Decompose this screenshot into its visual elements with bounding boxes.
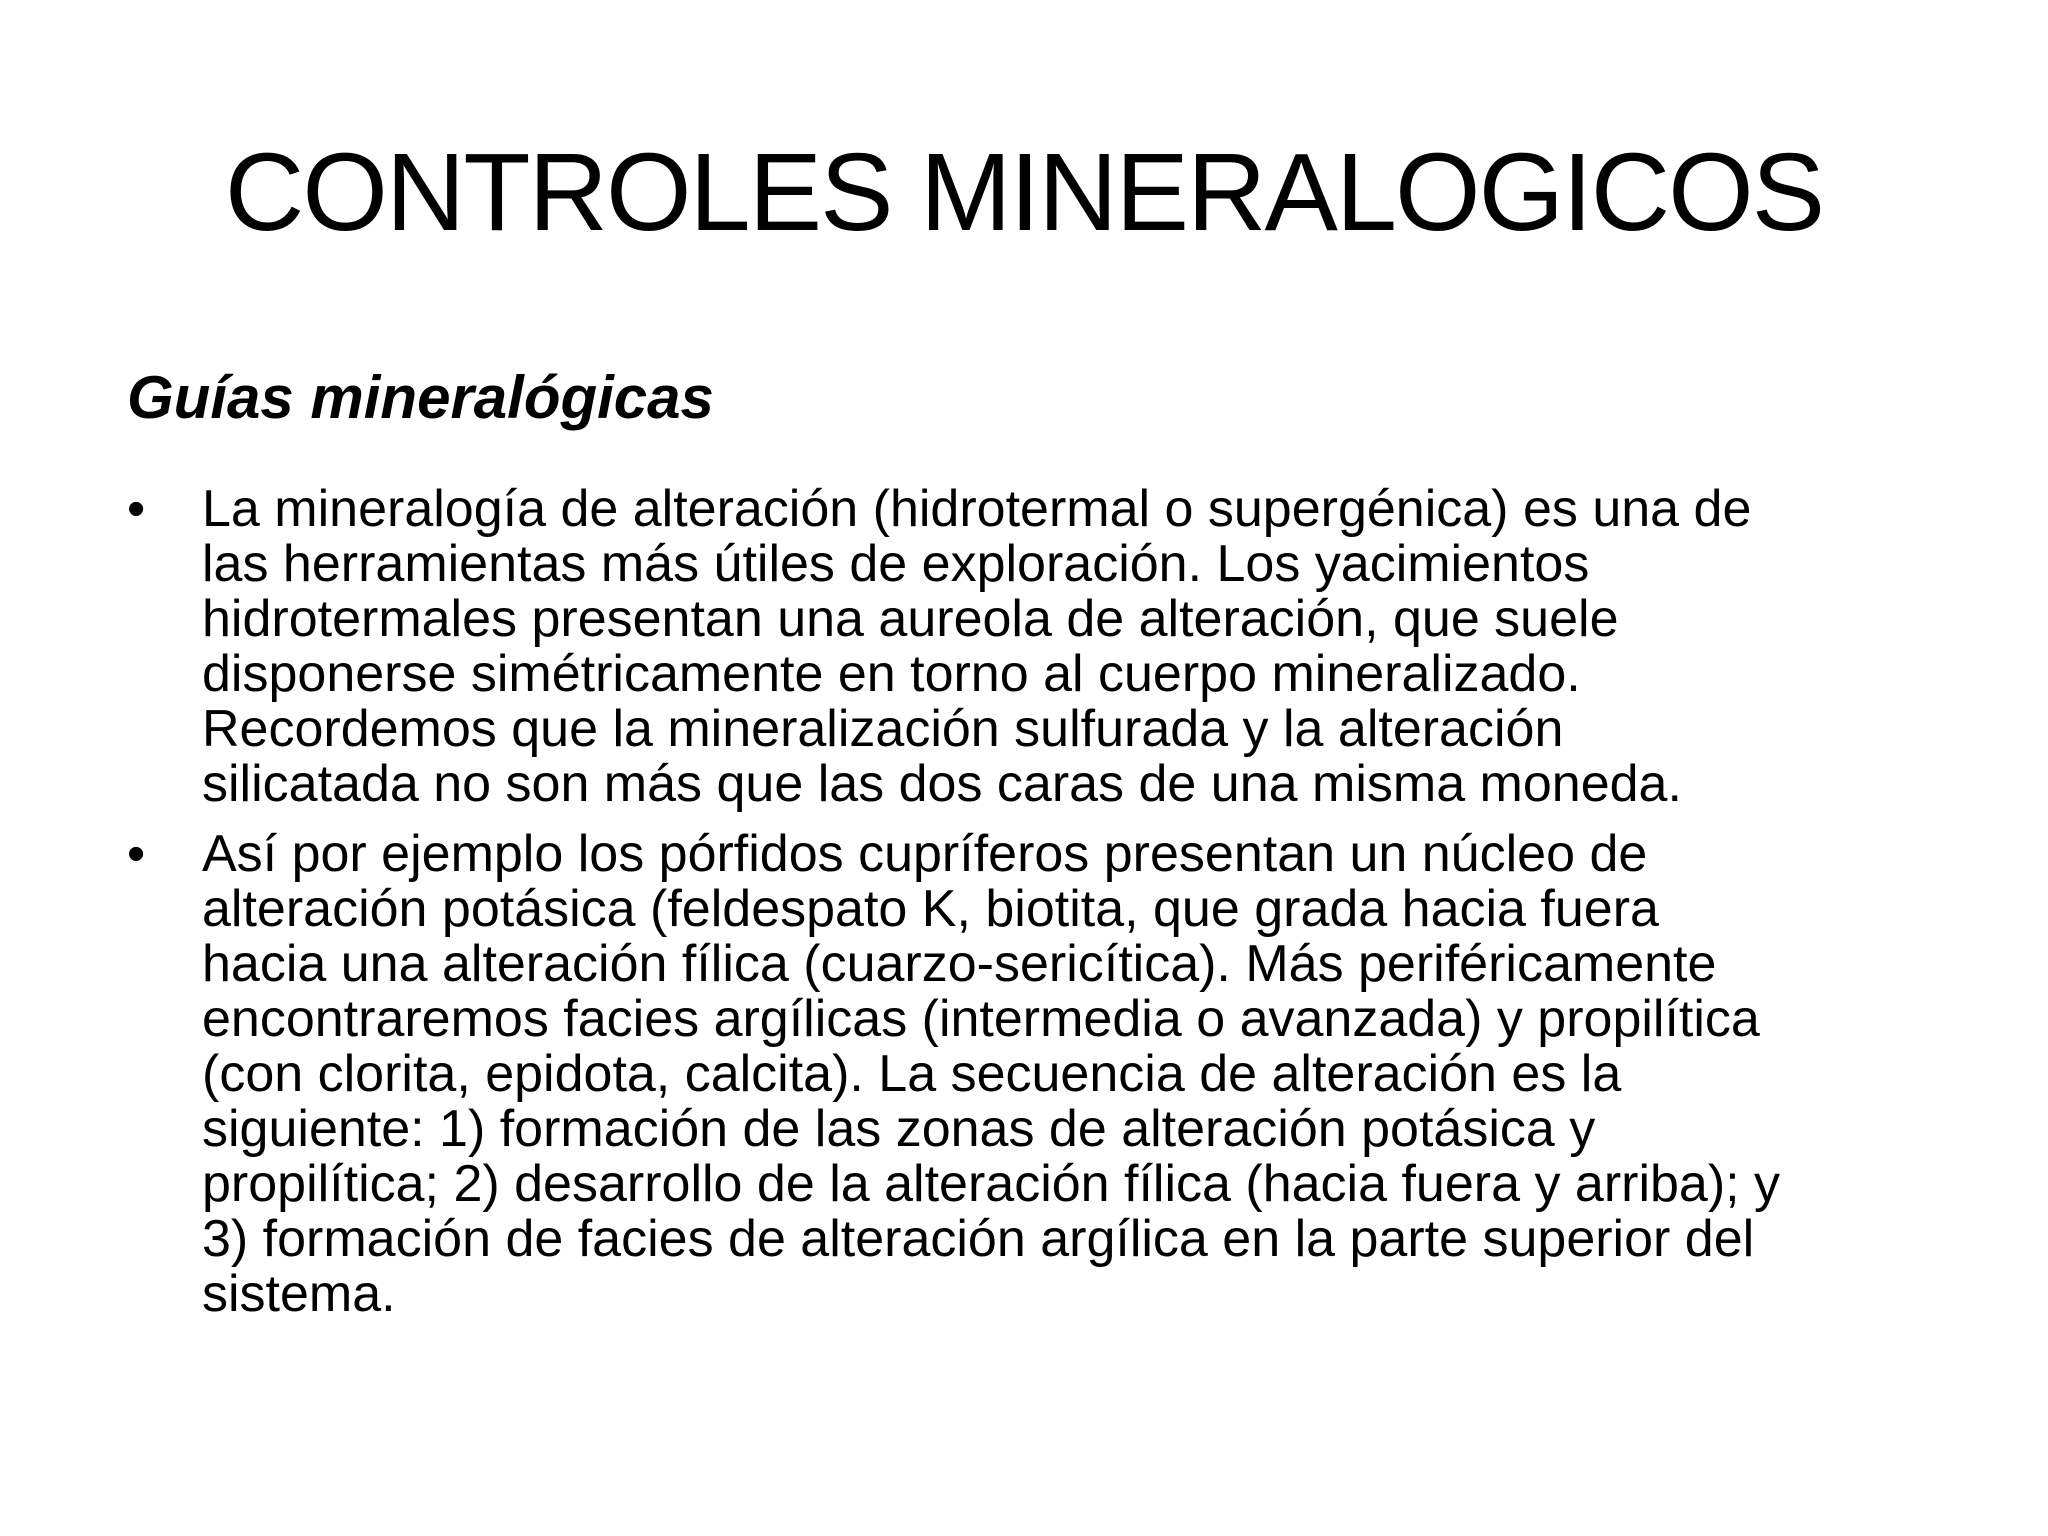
bullet-line: encontraremos facies argílicas (intermedia o avanzada) y propilítica bbox=[202, 990, 1760, 1048]
bullet-line: disponerse simétricamente en torno al cuerpo mineralizado. bbox=[202, 645, 1581, 703]
section-heading: Guías mineralógicas bbox=[127, 364, 714, 431]
bullet-line: Recordemos que la mineralización sulfurada y la alteración bbox=[202, 700, 1564, 758]
bullet-line: Así por ejemplo los pórfidos cupríferos presentan un núcleo de bbox=[202, 825, 1648, 883]
bullet-marker: • bbox=[127, 480, 146, 538]
bullet-line: las herramientas más útiles de exploración. Los yacimientos bbox=[202, 535, 1590, 593]
bullet-line: siguiente: 1) formación de las zonas de alteración potásica y bbox=[202, 1100, 1596, 1158]
bullet-item-porphyry-example bbox=[0, 827, 1970, 1322]
bullet-item-alteration-mineralogy bbox=[0, 482, 1970, 812]
bullet-line: hidrotermales presentan una aureola de alteración, que suele bbox=[202, 590, 1619, 648]
slide-title: CONTROLES MINERALOGICOS bbox=[224, 131, 1824, 254]
bullet-line: hacia una alteración fílica (cuarzo-sericítica). Más periféricamente bbox=[202, 935, 1717, 993]
bullet-line: alteración potásica (feldespato K, biotita, que grada hacia fuera bbox=[202, 880, 1659, 938]
bullet-line: propilítica; 2) desarrollo de la alteración fílica (hacia fuera y arriba); y bbox=[202, 1155, 1781, 1213]
bullet-line: (con clorita, epidota, calcita). La secuencia de alteración es la bbox=[202, 1045, 1622, 1103]
bullet-line: silicatada no son más que las dos caras de una misma moneda. bbox=[202, 755, 1682, 813]
bullet-line: 3) formación de facies de alteración argílica en la parte superior del bbox=[202, 1210, 1755, 1268]
bullet-marker: • bbox=[127, 825, 146, 883]
bullet-list bbox=[0, 482, 2048, 1322]
bullet-line: La mineralogía de alteración (hidrotermal o supergénica) es una de bbox=[202, 480, 1752, 538]
bullet-line: sistema. bbox=[202, 1265, 396, 1323]
